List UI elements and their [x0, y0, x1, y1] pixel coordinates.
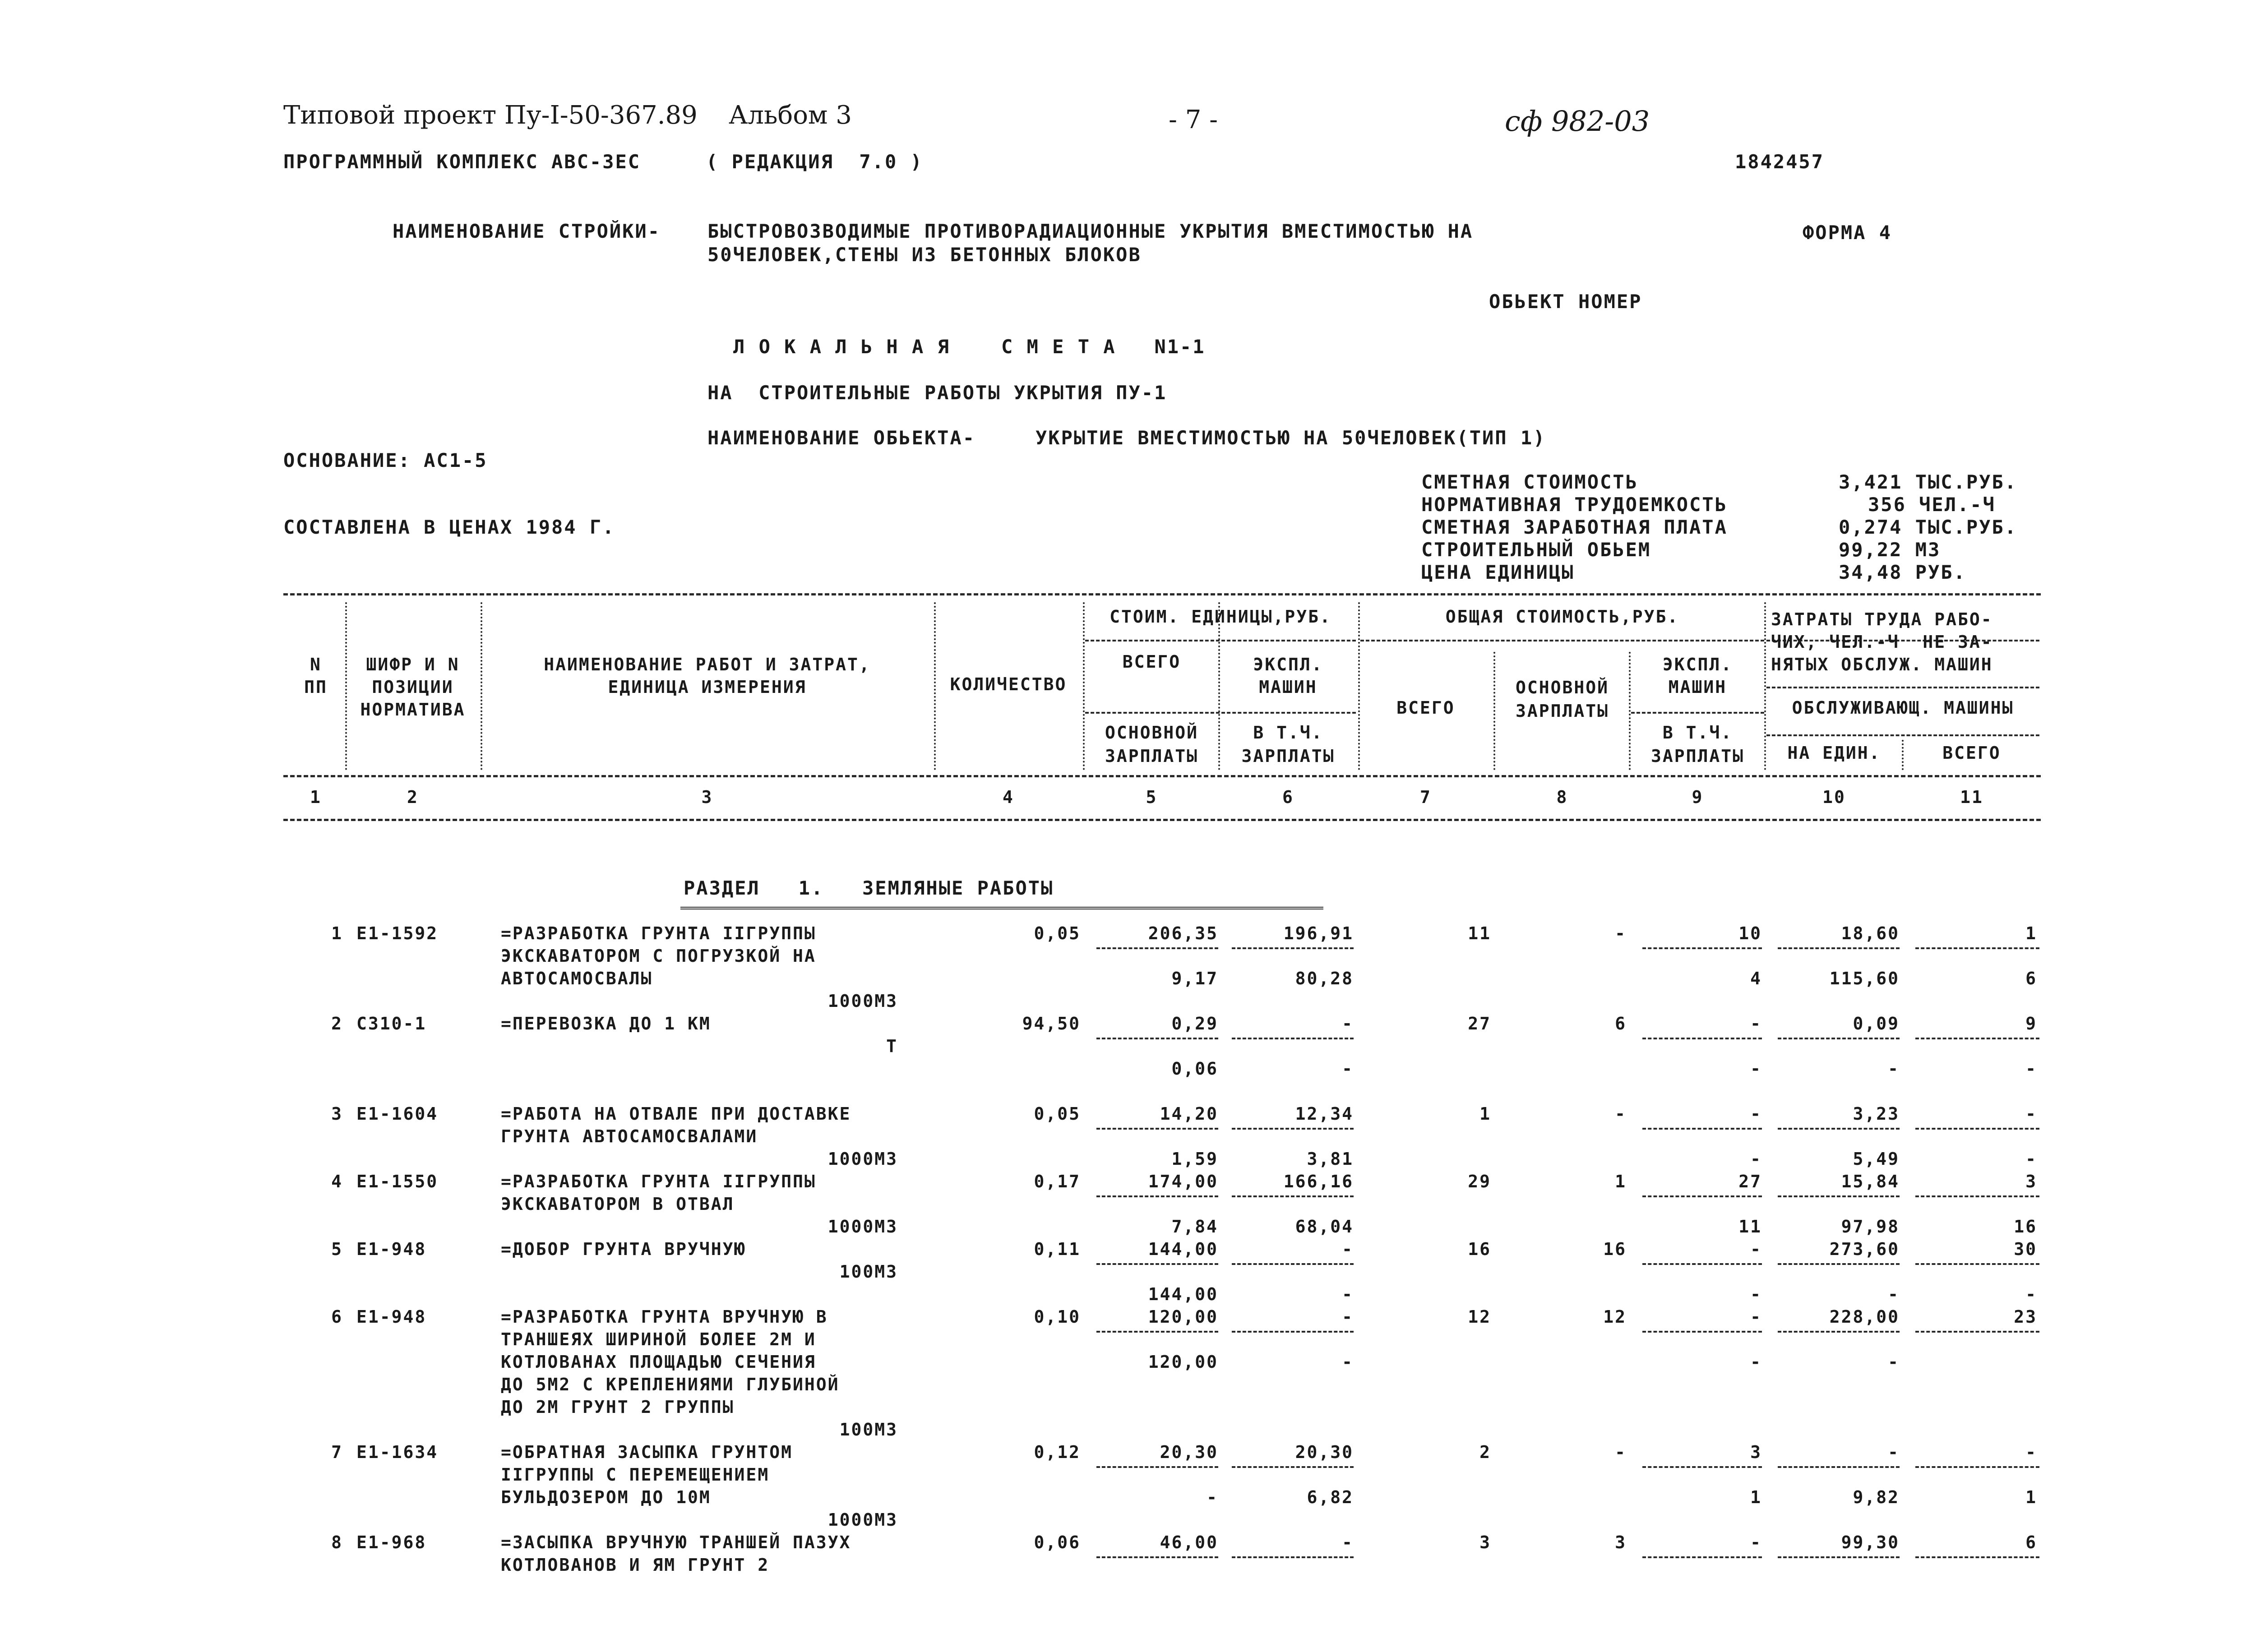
row-unit-total: 144,00	[1148, 1239, 1218, 1259]
edition-label: ( РЕДАКЦИЯ 7.0 )	[706, 151, 923, 173]
cell-separator-line	[1915, 1466, 2039, 1468]
row-work-name: =ПЕРЕВОЗКА ДО 1 КМ	[501, 1014, 711, 1034]
row-unit-incl-wages: 80,28	[1295, 969, 1354, 988]
cell-separator-line	[1096, 1128, 1218, 1130]
row-unit-machines: -	[1342, 1239, 1354, 1259]
row-total-all: 2	[1479, 1442, 1491, 1462]
prices-label: СОСТАВЛЕНА В ЦЕНАХ 1984 Г.	[283, 516, 615, 538]
row-unit-machines: 12,34	[1295, 1104, 1354, 1124]
row-total-incl-wages: 11	[1738, 1217, 1762, 1237]
col-header-labor: ЗАТРАТЫ ТРУДА РАБО- ЧИХ, ЧЕЛ.-Ч НЕ ЗА- НЯТЫХ ОБСЛУЖ. МАШИН	[1771, 609, 1993, 674]
column-number: 3	[701, 787, 713, 807]
row-unit: 1000М3	[828, 991, 898, 1011]
row-unit-wages: 120,00	[1148, 1352, 1218, 1372]
row-unit-total: 174,00	[1148, 1172, 1218, 1191]
row-labor-service-per-unit: 115,60	[1829, 969, 1900, 988]
row-unit-machines: 20,30	[1295, 1442, 1354, 1462]
estimate-subject: НА СТРОИТЕЛЬНЫЕ РАБОТЫ УКРЫТИЯ ПУ-1	[707, 382, 1167, 404]
row-labor-service-per-unit: -	[1888, 1284, 1900, 1304]
summary-value: 356 ЧЕЛ.-Ч	[1868, 494, 1996, 516]
row-unit-wages: 0,06	[1171, 1059, 1218, 1079]
cell-separator-line	[1915, 1556, 2039, 1558]
basis-label: ОСНОВАНИЕ: АС1-5	[283, 449, 488, 471]
row-unit-incl-wages: 3,81	[1307, 1149, 1354, 1169]
row-unit-incl-wages: -	[1342, 1284, 1354, 1304]
col-header-work-name: НАИМЕНОВАНИЕ РАБОТ И ЗАТРАТ, ЕДИНИЦА ИЗМЕРЕНИЯ	[544, 655, 871, 697]
row-code: Е1-1604	[356, 1104, 439, 1124]
construction-name-line1: БЫСТРОВОЗВОДИМЫЕ ПРОТИВОРАДИАЦИОННЫЕ УКРЫТИЯ ВМЕСТИМОСТЬЮ НА	[707, 220, 1474, 242]
row-total-all: 12	[1468, 1307, 1491, 1327]
row-unit-incl-wages: 68,04	[1295, 1217, 1354, 1237]
row-work-name: =РАЗРАБОТКА ГРУНТА IIГРУППЫ	[501, 923, 816, 943]
row-number: 2	[331, 1014, 343, 1034]
cell-separator-line	[1915, 947, 2039, 949]
row-labor-total: 23	[2014, 1307, 2037, 1327]
row-unit-total: 206,35	[1148, 923, 1218, 943]
row-total-incl-wages: -	[1750, 1149, 1762, 1169]
column-number: 10	[1822, 787, 1846, 807]
cell-separator-line	[1642, 1195, 1762, 1197]
row-total-all: 29	[1468, 1172, 1491, 1191]
row-quantity: 0,12	[1034, 1442, 1081, 1462]
row-quantity: 94,50	[1022, 1014, 1081, 1034]
row-total-machines: 10	[1738, 923, 1762, 943]
col-header-code: ШИФР И N ПОЗИЦИИ НОРМАТИВА	[360, 655, 466, 720]
col-header-labor-service: ОБСЛУЖИВАЮЩ. МАШИНЫ	[1792, 698, 2014, 718]
row-unit-total: 20,30	[1160, 1442, 1218, 1462]
row-total-wages: 16	[1603, 1239, 1627, 1259]
document-number: 1842457	[1735, 151, 1825, 173]
cell-separator-line	[1232, 1331, 1354, 1333]
column-number: 5	[1146, 787, 1158, 807]
row-labor-total: -	[2025, 1442, 2037, 1462]
summary-value: 99,22 М3	[1839, 539, 1941, 561]
row-quantity: 0,05	[1034, 1104, 1081, 1124]
summary-label: НОРМАТИВНАЯ ТРУДОЕМКОСТЬ	[1421, 494, 1728, 516]
row-total-all: 27	[1468, 1014, 1491, 1034]
cell-separator-line	[1096, 1263, 1218, 1265]
cell-separator-line	[1642, 1331, 1762, 1333]
cell-separator-line	[1096, 947, 1218, 949]
col-header-number: N ПП	[304, 655, 328, 697]
cell-separator-line	[1096, 1331, 1218, 1333]
row-work-name: БУЛЬДОЗЕРОМ ДО 10М	[501, 1487, 711, 1507]
column-number: 2	[407, 787, 419, 807]
row-work-name: =ДОБОР ГРУНТА ВРУЧНУЮ	[501, 1239, 746, 1259]
row-total-incl-wages: -	[1750, 1284, 1762, 1304]
column-number: 1	[310, 787, 322, 807]
row-labor-per-unit: 0,09	[1853, 1014, 1900, 1034]
summary-label: ЦЕНА ЕДИНИЦЫ	[1421, 561, 1575, 583]
row-work-name: ТРАНШЕЯХ ШИРИНОЙ БОЛЕЕ 2М И	[501, 1329, 816, 1349]
col-header-total-wages: ОСНОВНОЙ ЗАРПЛАТЫ	[1515, 678, 1609, 721]
row-work-name: =РАБОТА НА ОТВАЛЕ ПРИ ДОСТАВКЕ	[501, 1104, 851, 1124]
cell-separator-line	[1915, 1263, 2039, 1265]
summary-value: 3,421 ТЫС.РУБ.	[1839, 471, 2018, 493]
row-total-machines: 27	[1738, 1172, 1762, 1191]
object-label: НАИМЕНОВАНИЕ ОБЬЕКТА-	[707, 427, 976, 449]
cell-separator-line	[1232, 1466, 1354, 1468]
cell-separator-line	[1915, 1195, 2039, 1197]
cell-separator-line	[1642, 1263, 1762, 1265]
row-labor-service-total: 1	[2025, 1487, 2037, 1507]
col-header-unit-wages: ОСНОВНОЙ ЗАРПЛАТЫ	[1105, 723, 1199, 766]
cell-separator-line	[1778, 947, 1900, 949]
row-total-all: 3	[1479, 1532, 1491, 1552]
row-work-name: ЭКСКАВАТОРОМ В ОТВАЛ	[501, 1194, 735, 1214]
document-code: сф 982-03	[1505, 105, 1650, 138]
cell-separator-line	[1778, 1556, 1900, 1558]
row-total-machines: -	[1750, 1014, 1762, 1034]
col-header-quantity: КОЛИЧЕСТВО	[950, 674, 1067, 694]
row-unit-total: 120,00	[1148, 1307, 1218, 1327]
row-code: Е1-948	[356, 1307, 427, 1327]
col-header-total-cost: ОБЩАЯ СТОИМОСТЬ,РУБ.	[1445, 607, 1679, 627]
cell-separator-line	[1096, 1195, 1218, 1197]
row-work-name: ЭКСКАВАТОРОМ С ПОГРУЗКОЙ НА	[501, 946, 816, 966]
row-unit-wages: 9,17	[1171, 969, 1218, 988]
row-work-name: КОТЛОВАНОВ И ЯМ ГРУНТ 2	[501, 1555, 770, 1575]
row-labor-service-total: -	[2025, 1059, 2037, 1079]
row-code: Е1-1634	[356, 1442, 439, 1462]
row-total-wages: -	[1615, 923, 1627, 943]
row-labor-per-unit: 99,30	[1841, 1532, 1900, 1552]
row-labor-service-total: 6	[2025, 969, 2037, 988]
col-header-labor-total: ВСЕГО	[1942, 743, 2001, 763]
column-number: 8	[1556, 787, 1568, 807]
row-quantity: 0,10	[1034, 1307, 1081, 1327]
col-header-unit-incl-wages: В Т.Ч. ЗАРПЛАТЫ	[1241, 723, 1335, 766]
row-number: 4	[331, 1172, 343, 1191]
row-work-name: =РАЗРАБОТКА ГРУНТА IIГРУППЫ	[501, 1172, 816, 1191]
row-work-name: КОТЛОВАНАХ ПЛОЩАДЬЮ СЕЧЕНИЯ	[501, 1352, 816, 1372]
row-quantity: 0,06	[1034, 1532, 1081, 1552]
row-number: 1	[331, 923, 343, 943]
row-unit-machines: -	[1342, 1307, 1354, 1327]
cell-separator-line	[1096, 1038, 1218, 1039]
row-labor-service-per-unit: 97,98	[1841, 1217, 1900, 1237]
column-number: 6	[1282, 787, 1294, 807]
row-labor-service-total: 16	[2014, 1217, 2037, 1237]
cell-separator-line	[1232, 1263, 1354, 1265]
row-total-incl-wages: 4	[1750, 969, 1762, 988]
cell-separator-line	[1232, 1128, 1354, 1130]
row-total-all: 11	[1468, 923, 1491, 943]
row-total-wages: -	[1615, 1104, 1627, 1124]
col-header-total-incl-wages: В Т.Ч. ЗАРПЛАТЫ	[1650, 723, 1745, 766]
col-header-labor-per-unit: НА ЕДИН.	[1787, 743, 1881, 763]
row-code: Е1-1592	[356, 923, 439, 943]
cell-separator-line	[1778, 1331, 1900, 1333]
col-header-total-all: ВСЕГО	[1396, 698, 1455, 718]
row-labor-total: 1	[2025, 923, 2037, 943]
summary-label: СМЕТНАЯ ЗАРАБОТНАЯ ПЛАТА	[1421, 516, 1728, 538]
row-code: Е1-1550	[356, 1172, 439, 1191]
row-unit: 1000М3	[828, 1217, 898, 1237]
row-work-name: ГРУНТА АВТОСАМОСВАЛАМИ	[501, 1126, 758, 1146]
row-unit-wages: -	[1207, 1487, 1218, 1507]
row-labor-per-unit: 15,84	[1841, 1172, 1900, 1191]
row-total-machines: -	[1750, 1104, 1762, 1124]
row-work-name: АВТОСАМОСВАЛЫ	[501, 969, 653, 988]
row-unit-machines: -	[1342, 1014, 1354, 1034]
row-unit-incl-wages: -	[1342, 1059, 1354, 1079]
row-unit-incl-wages: -	[1342, 1352, 1354, 1372]
row-unit-incl-wages: 6,82	[1307, 1487, 1354, 1507]
section-title: РАЗДЕЛ 1. ЗЕМЛЯНЫЕ РАБОТЫ	[684, 877, 1054, 899]
row-total-wages: -	[1615, 1442, 1627, 1462]
cell-separator-line	[1232, 1556, 1354, 1558]
row-quantity: 0,05	[1034, 923, 1081, 943]
estimate-title: Л О К А Л Ь Н А Я С М Е Т А N1-1	[733, 336, 1206, 358]
row-work-name: ДО 2М ГРУНТ 2 ГРУППЫ	[501, 1397, 735, 1417]
row-quantity: 0,11	[1034, 1239, 1081, 1259]
row-unit-wages: 7,84	[1171, 1217, 1218, 1237]
cell-separator-line	[1642, 947, 1762, 949]
row-code: С310-1	[356, 1014, 427, 1034]
row-unit: Т	[886, 1036, 898, 1056]
cell-separator-line	[1232, 1195, 1354, 1197]
row-labor-per-unit: 228,00	[1829, 1307, 1900, 1327]
row-total-wages: 3	[1615, 1532, 1627, 1552]
cell-separator-line	[1778, 1128, 1900, 1130]
row-quantity: 0,17	[1034, 1172, 1081, 1191]
row-total-machines: -	[1750, 1239, 1762, 1259]
row-total-wages: 6	[1615, 1014, 1627, 1034]
summary-value: 34,48 РУБ.	[1839, 561, 1966, 583]
album-label: Альбом 3	[729, 101, 852, 130]
col-header-total-machines: ЭКСПЛ. МАШИН	[1662, 655, 1733, 697]
row-number: 8	[331, 1532, 343, 1552]
cell-separator-line	[1915, 1128, 2039, 1130]
row-work-name: IIГРУППЫ С ПЕРЕМЕЩЕНИЕМ	[501, 1465, 770, 1485]
row-number: 3	[331, 1104, 343, 1124]
row-labor-total: 3	[2025, 1172, 2037, 1191]
row-unit-total: 46,00	[1160, 1532, 1218, 1552]
cell-separator-line	[1642, 1038, 1762, 1039]
row-unit-machines: 166,16	[1283, 1172, 1354, 1191]
row-labor-service-total: -	[2025, 1149, 2037, 1169]
row-labor-per-unit: 18,60	[1841, 923, 1900, 943]
row-code: Е1-968	[356, 1532, 427, 1552]
row-unit-total: 0,29	[1171, 1014, 1218, 1034]
cell-separator-line	[1096, 1556, 1218, 1558]
summary-label: СМЕТНАЯ СТОИМОСТЬ	[1421, 471, 1638, 493]
cell-separator-line	[1642, 1556, 1762, 1558]
row-labor-per-unit: 273,60	[1829, 1239, 1900, 1259]
row-total-all: 1	[1479, 1104, 1491, 1124]
row-number: 7	[331, 1442, 343, 1462]
col-header-unit-cost: СТОИМ. ЕДИНИЦЫ,РУБ.	[1110, 607, 1331, 627]
row-labor-service-total: -	[2025, 1284, 2037, 1304]
row-number: 5	[331, 1239, 343, 1259]
cell-separator-line	[1642, 1128, 1762, 1130]
row-labor-per-unit: 3,23	[1853, 1104, 1900, 1124]
row-total-machines: -	[1750, 1532, 1762, 1552]
row-labor-service-per-unit: -	[1888, 1059, 1900, 1079]
row-total-wages: 1	[1615, 1172, 1627, 1191]
row-unit-wages: 1,59	[1171, 1149, 1218, 1169]
object-name: УКРЫТИЕ ВМЕСТИМОСТЬЮ НА 50ЧЕЛОВЕК(ТИП 1)	[1036, 427, 1546, 449]
row-total-incl-wages: 1	[1750, 1487, 1762, 1507]
construction-label: НАИМЕНОВАНИЕ СТРОЙКИ-	[393, 220, 661, 242]
summary-value: 0,274 ТЫС.РУБ.	[1839, 516, 2018, 538]
cell-separator-line	[1778, 1263, 1900, 1265]
row-work-name: =ОБРАТНАЯ ЗАСЫПКА ГРУНТОМ	[501, 1442, 793, 1462]
column-number: 11	[1960, 787, 1983, 807]
row-unit-wages: 144,00	[1148, 1284, 1218, 1304]
section-underline	[680, 907, 1323, 909]
row-unit: 100М3	[839, 1420, 898, 1440]
cell-separator-line	[1096, 1466, 1218, 1468]
cell-separator-line	[1232, 947, 1354, 949]
row-labor-service-per-unit: 5,49	[1853, 1149, 1900, 1169]
cell-separator-line	[1778, 1466, 1900, 1468]
summary-label: СТРОИТЕЛЬНЫЙ ОБЬЕМ	[1421, 539, 1651, 561]
cell-separator-line	[1778, 1195, 1900, 1197]
row-code: Е1-948	[356, 1239, 427, 1259]
row-labor-service-per-unit: 9,82	[1853, 1487, 1900, 1507]
object-number-label: ОБЬЕКТ НОМЕР	[1489, 291, 1642, 313]
row-work-name: =ЗАСЫПКА ВРУЧНУЮ ТРАНШЕЙ ПАЗУХ	[501, 1532, 851, 1552]
row-labor-per-unit: -	[1888, 1442, 1900, 1462]
page-number: - 7 -	[1169, 105, 1218, 134]
row-total-machines: -	[1750, 1307, 1762, 1327]
column-number: 4	[1003, 787, 1014, 807]
row-unit: 1000М3	[828, 1510, 898, 1530]
row-total-incl-wages: -	[1750, 1059, 1762, 1079]
cell-separator-line	[1915, 1038, 2039, 1039]
column-number: 7	[1420, 787, 1432, 807]
row-labor-service-per-unit: -	[1888, 1352, 1900, 1372]
cell-separator-line	[1232, 1038, 1354, 1039]
col-header-unit-total: ВСЕГО	[1122, 652, 1181, 672]
row-labor-total: -	[2025, 1104, 2037, 1124]
project-title: Типовой проект Пу-I-50-367.89	[283, 101, 698, 130]
row-labor-total: 6	[2025, 1532, 2037, 1552]
row-unit-machines: -	[1342, 1532, 1354, 1552]
form-label: ФОРМА 4	[1803, 221, 1892, 244]
cell-separator-line	[1778, 1038, 1900, 1039]
row-number: 6	[331, 1307, 343, 1327]
row-work-name: ДО 5М2 С КРЕПЛЕНИЯМИ ГЛУБИНОЙ	[501, 1375, 840, 1394]
row-labor-total: 9	[2025, 1014, 2037, 1034]
row-labor-total: 30	[2014, 1239, 2037, 1259]
construction-name-line2: 50ЧЕЛОВЕК,СТЕНЫ ИЗ БЕТОННЫХ БЛОКОВ	[707, 244, 1142, 266]
row-unit: 1000М3	[828, 1149, 898, 1169]
software-label: ПРОГРАММНЫЙ КОМПЛЕКС АВС-3ЕС	[283, 151, 641, 173]
column-number: 9	[1692, 787, 1704, 807]
row-total-wages: 12	[1603, 1307, 1627, 1327]
row-unit-machines: 196,91	[1283, 923, 1354, 943]
cell-separator-line	[1915, 1331, 2039, 1333]
row-unit: 100М3	[839, 1262, 898, 1282]
col-header-unit-machines: ЭКСПЛ. МАШИН	[1253, 655, 1323, 697]
row-work-name: =РАЗРАБОТКА ГРУНТА ВРУЧНУЮ В	[501, 1307, 828, 1327]
row-total-all: 16	[1468, 1239, 1491, 1259]
row-total-machines: 3	[1750, 1442, 1762, 1462]
row-unit-total: 14,20	[1160, 1104, 1218, 1124]
cell-separator-line	[1642, 1466, 1762, 1468]
row-total-incl-wages: -	[1750, 1352, 1762, 1372]
